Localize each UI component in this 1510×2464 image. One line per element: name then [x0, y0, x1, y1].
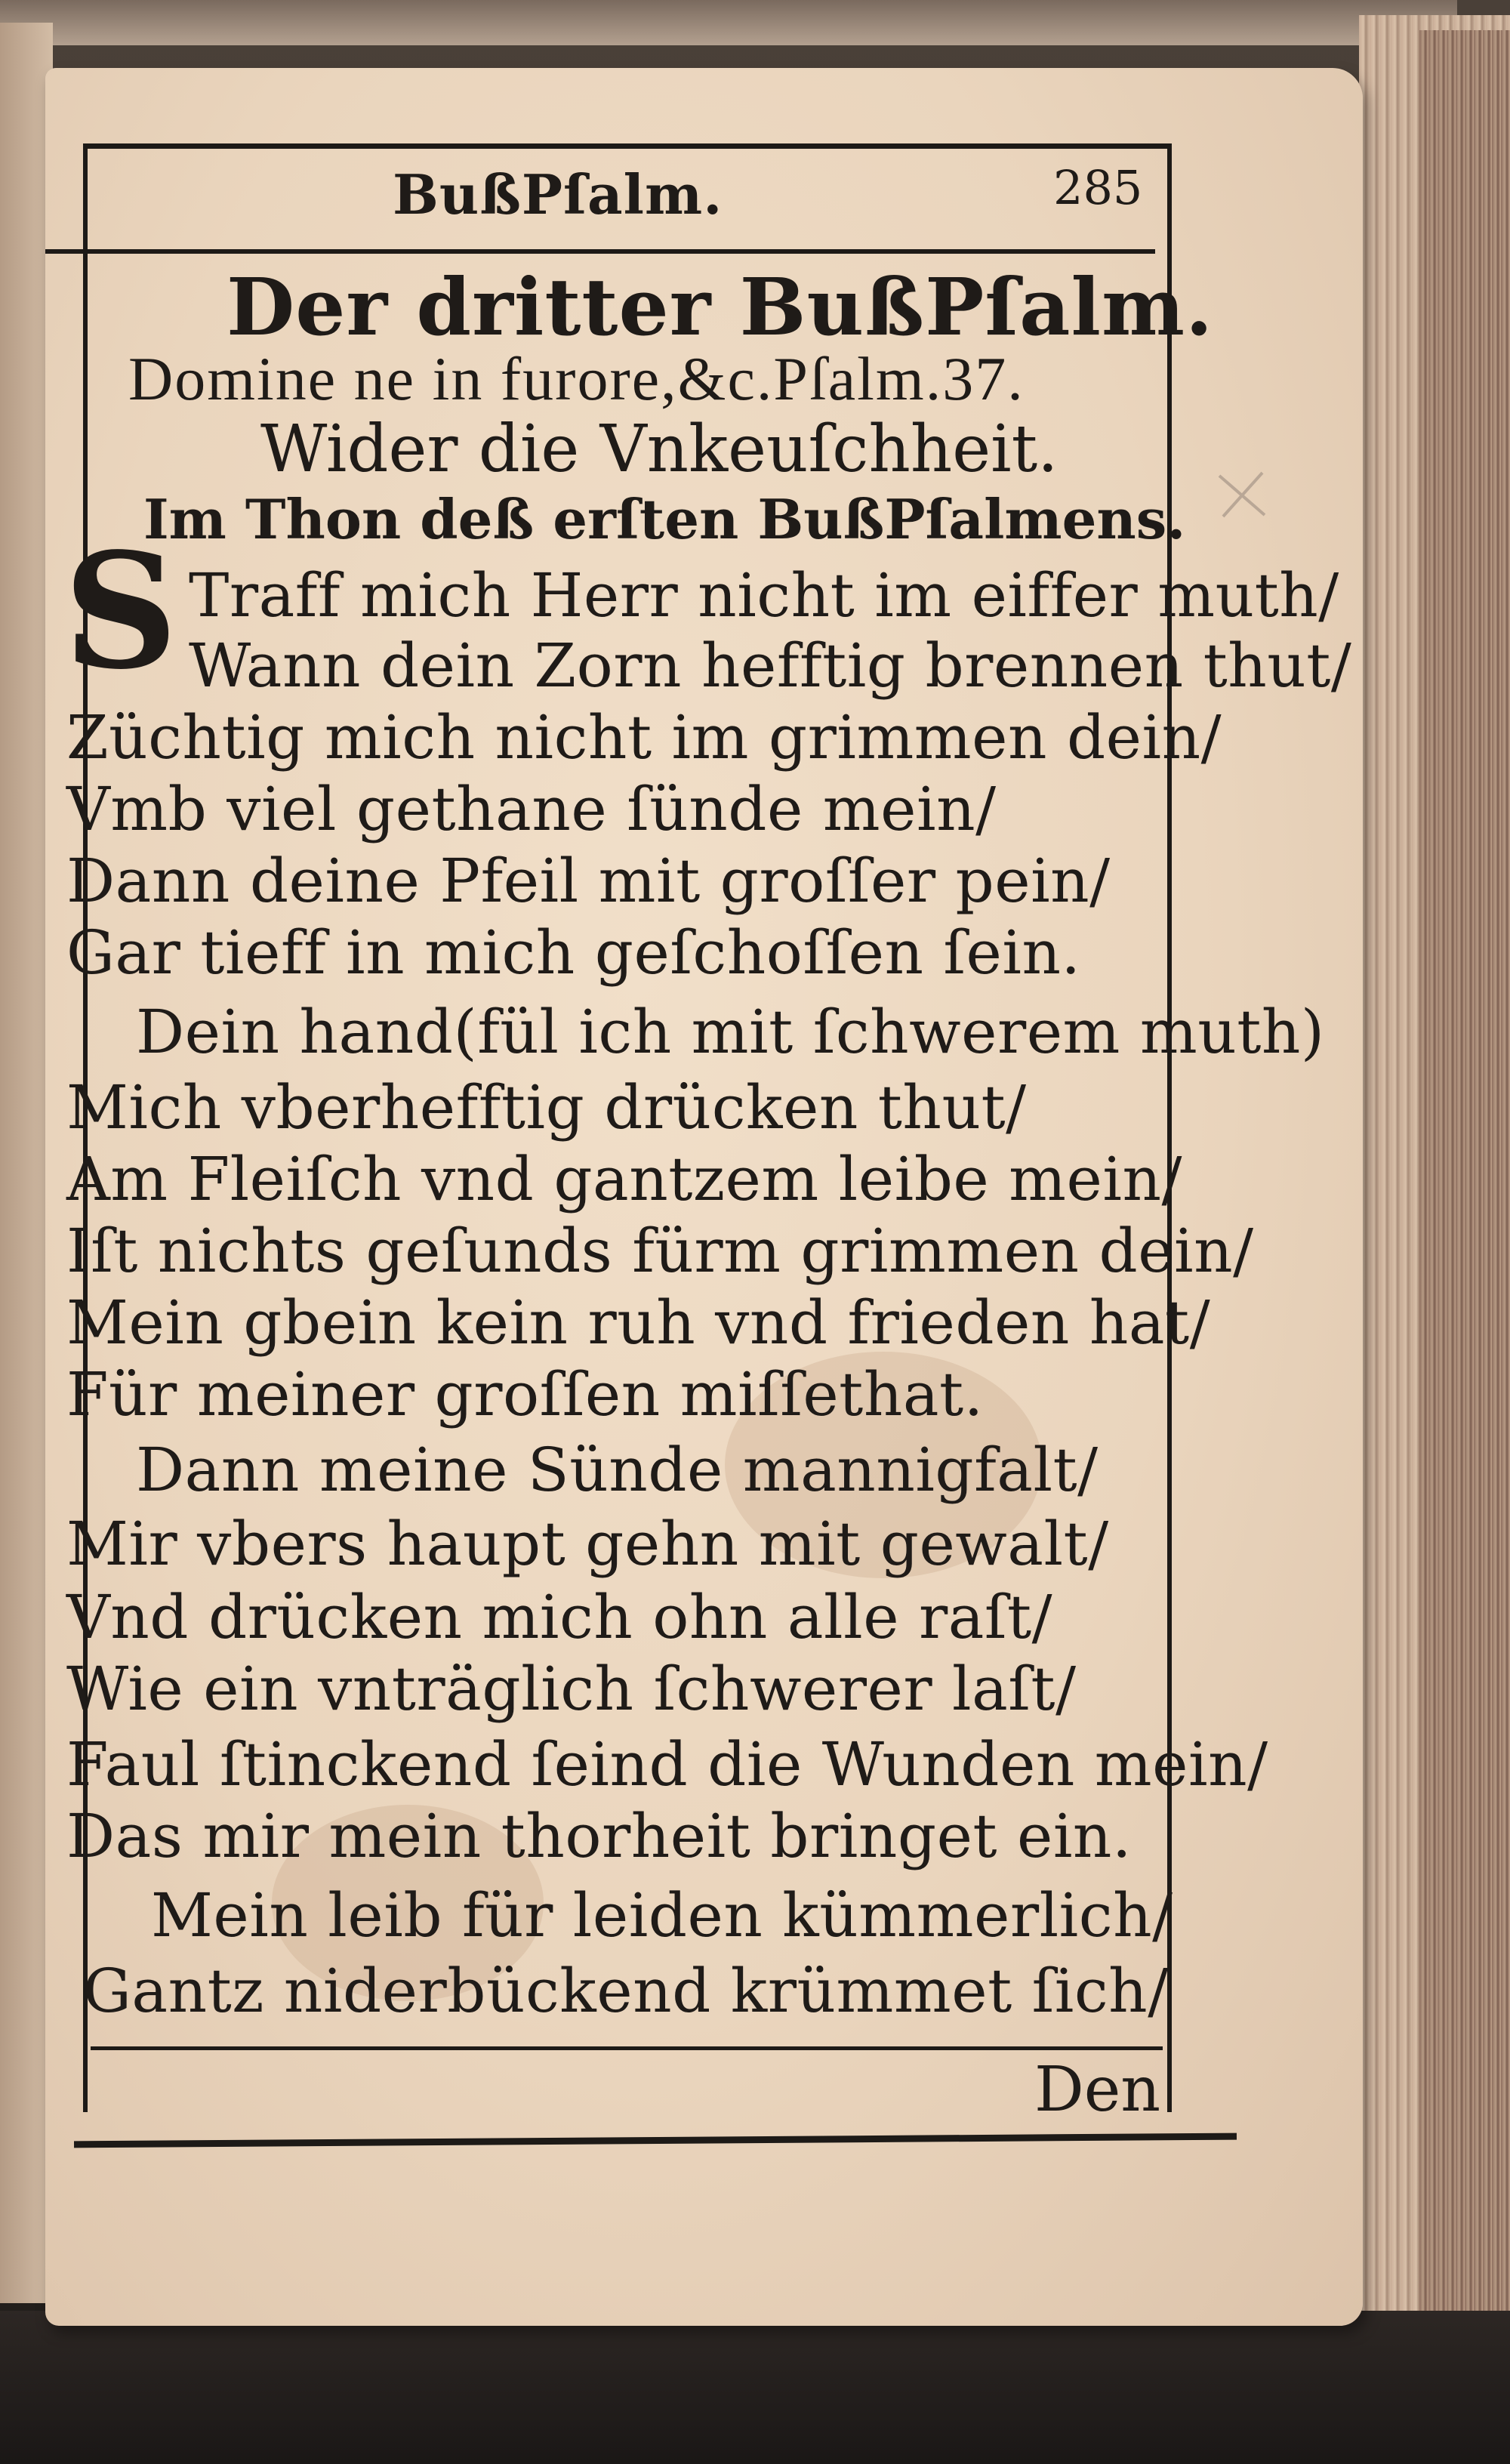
verse-line: Gantz niderbückend krümmet ſich/ — [83, 1956, 1169, 2026]
running-head: BußPſalm. — [393, 162, 723, 227]
verse-line: Iſt nichts geſunds fürm grimmen dein/ — [66, 1216, 1254, 1286]
page-stack-edge-dark — [1419, 30, 1510, 2318]
verse-line: Faul ſtinckend ſeind die Wunden mein/ — [66, 1729, 1268, 1799]
verse-line: Mein leib für leiden kümmerlich/ — [151, 1880, 1173, 1951]
footer-rule — [91, 2046, 1163, 2050]
header-rule-stub — [45, 249, 91, 254]
verse-line: Am Fleiſch vnd gantzem leibe mein/ — [66, 1144, 1182, 1214]
subtitle: Wider die Vnkeuſchheit. — [260, 412, 1059, 487]
verse-line: Dann meine Sünde mannigfalt/ — [136, 1435, 1099, 1505]
verse-line: Dann deine Pfeil mit groſſer pein/ — [66, 846, 1111, 916]
verse-line: Vnd drücken mich ohn alle raſt/ — [66, 1582, 1053, 1652]
catchword: Den — [1034, 2054, 1161, 2126]
latin-incipit: Domine ne in furore,&c.Pſalm.37. — [128, 344, 1025, 413]
verse-line: Dein hand(fül ich mit ſchwerem muth) — [136, 997, 1325, 1067]
page-title: Der dritter BußPſalm. — [226, 261, 1214, 353]
verse-line: Für meiner groſſen miſſethat. — [66, 1359, 984, 1429]
verse-line: Wann dein Zorn hefftig brennen thut/ — [189, 631, 1352, 701]
verse-line: Mein gbein kein ruh vnd frieden hat/ — [66, 1288, 1211, 1358]
header-rule — [91, 249, 1155, 254]
verse-line: Züchtig mich nicht im grimmen dein/ — [66, 702, 1222, 773]
verse-line: Gar tieff in mich geſchoſſen ſein. — [66, 917, 1081, 988]
page-number: 285 — [1053, 160, 1143, 215]
verse-line: Vmb viel gethane ſünde mein/ — [66, 774, 997, 844]
verse-line: Mich vberhefftig drücken thut/ — [66, 1072, 1027, 1143]
pencil-mark-icon — [1216, 468, 1268, 521]
verse-line: Das mir mein thorheit bringet ein. — [66, 1801, 1132, 1871]
verse-line: Mir vbers haupt gehn mit gewalt/ — [66, 1509, 1109, 1579]
top-page-edge — [0, 0, 1457, 45]
tune-indication: Im Thon deß erſten BußPſalmens. — [143, 487, 1186, 551]
drop-cap: S — [63, 518, 178, 705]
verse-line: Traff mich Herr nicht im eiffer muth/ — [189, 560, 1339, 631]
bottom-shadow — [0, 2311, 1510, 2464]
verse-line: Wie ein vnträglich ſchwerer laſt/ — [66, 1654, 1077, 1724]
